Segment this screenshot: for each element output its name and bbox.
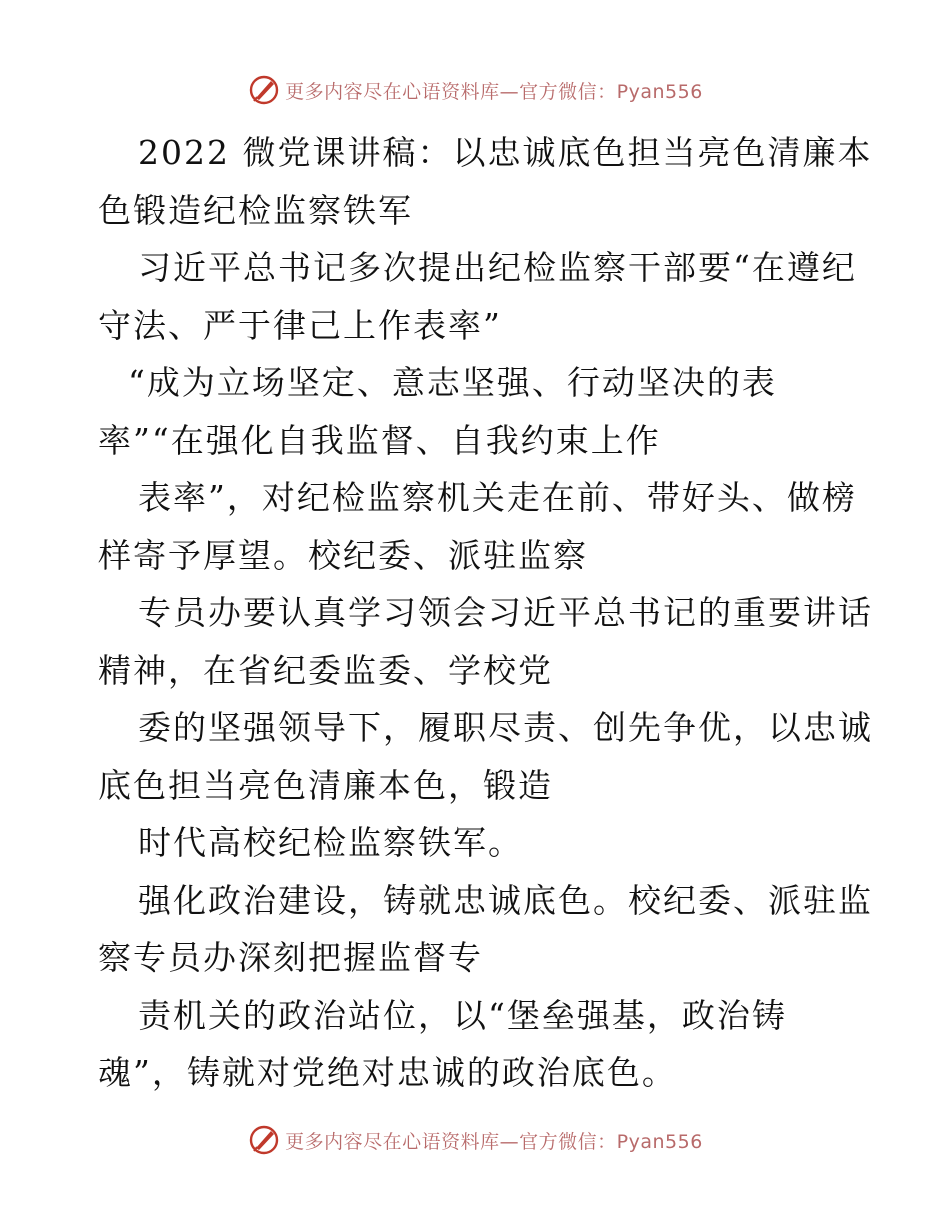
- text-line: 习近平总书记多次提出纪检监察干部要“在遵纪: [138, 248, 857, 287]
- watermark-footer: [0, 1122, 950, 1158]
- title-line-2: 色锻造纪检监察铁军: [98, 190, 413, 230]
- watermark-text: 更多内容尽在心语资料库—官方微信：Pyan556: [285, 80, 703, 103]
- text-line: 样寄予厚望。校纪委、派驻监察: [98, 535, 588, 575]
- watermark-header: [0, 72, 950, 108]
- document-body: [98, 124, 873, 1102]
- text-line: 责机关的政治站位，以“堡垒强基，政治铸: [138, 995, 787, 1035]
- text-line: 率”“在强化自我监督、自我约束上作: [98, 420, 661, 460]
- text-line: 守法、严于律己上作表率”: [98, 305, 502, 345]
- text-line: “成为立场坚定、意志坚强、行动坚决的表: [128, 363, 777, 402]
- text-line: 精神，在省纪委监委、学校党: [98, 650, 553, 690]
- text-line: 魂”，铸就对党绝对忠诚的政治底色。: [98, 1053, 677, 1092]
- title-line-1: 2022 微党课讲稿：以忠诚底色担当亮色清廉本: [138, 133, 873, 172]
- text-line: 强化政治建设，铸就忠诚底色。校纪委、派驻监: [138, 880, 873, 920]
- text-line: 表率”，对纪检监察机关走在前、带好头、做榜: [138, 478, 857, 517]
- text-line: 察专员办深刻把握监督专: [98, 938, 483, 977]
- text-line: 底色担当亮色清廉本色，锻造: [98, 765, 553, 805]
- text-line: 专员办要认真学习领会习近平总书记的重要讲话: [138, 593, 873, 632]
- quill-logo-icon: [247, 73, 281, 107]
- text-line: 委的坚强领导下，履职尽责、创先争优，以忠诚: [138, 708, 873, 747]
- quill-logo-icon: [247, 1123, 281, 1157]
- watermark-text: 更多内容尽在心语资料库—官方微信：Pyan556: [285, 1130, 703, 1153]
- text-line: 时代高校纪检监察铁军。: [138, 823, 523, 862]
